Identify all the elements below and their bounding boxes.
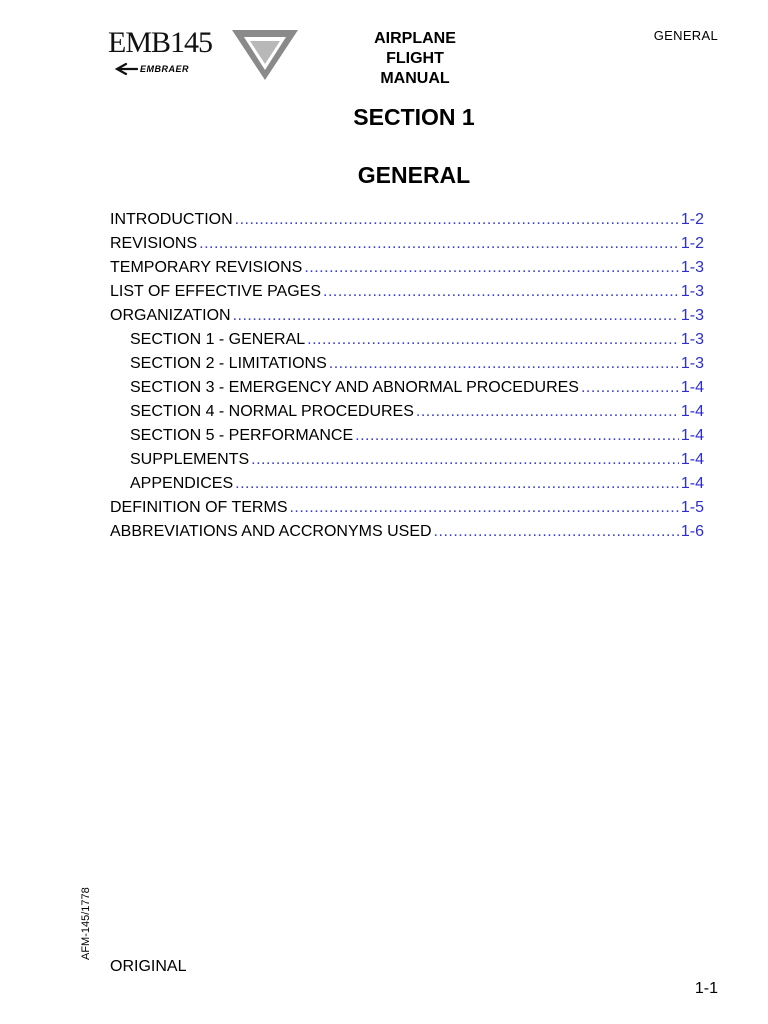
triangle-emblem-icon [230,28,300,82]
toc-dot-leader [434,520,679,544]
document-title-line: MANUAL [380,70,450,87]
toc-dot-leader [251,448,679,472]
toc-dot-leader [307,328,679,352]
toc-page-link[interactable]: 1-3 [680,331,704,348]
toc-entry[interactable] [110,280,704,304]
toc-entry-label: REVISIONS [110,235,198,252]
toc-page-link[interactable]: 1-2 [680,235,704,252]
document-title [340,29,490,89]
toc-page-link[interactable]: 1-4 [680,475,704,492]
toc-entry[interactable] [110,400,704,424]
toc-entry-label: SECTION 2 - LIMITATIONS [130,355,327,372]
toc-dot-leader [355,424,679,448]
section-number: SECTION 1 [353,104,475,130]
toc-page-link[interactable]: 1-4 [680,403,704,420]
toc-entry[interactable] [110,520,704,544]
toc-entry-label: SECTION 3 - EMERGENCY AND ABNORMAL PROCEDURES [130,379,579,396]
airplane-icon [114,62,138,76]
toc-page-link[interactable]: 1-3 [680,307,704,324]
toc-dot-leader [329,352,679,376]
toc-dot-leader [235,472,679,496]
logo-text: EMB145 [108,26,213,59]
toc-dot-leader [581,376,679,400]
toc-dot-leader [199,232,679,256]
toc-page-link[interactable]: 1-4 [680,427,704,444]
toc-entry-label: TEMPORARY REVISIONS [110,259,303,276]
emb145-logo [108,28,218,78]
toc-page-link[interactable]: 1-5 [680,499,704,516]
toc-dot-leader [233,304,679,328]
toc-page-link[interactable]: 1-3 [680,283,704,300]
toc-page-link[interactable]: 1-4 [680,379,704,396]
toc-page-link[interactable]: 1-3 [680,259,704,276]
toc-dot-leader [416,400,679,424]
toc-entry-label: INTRODUCTION [110,211,233,228]
toc-entry[interactable] [110,496,704,520]
toc-dot-leader [289,496,678,520]
toc-entry[interactable] [110,256,704,280]
toc-entry[interactable] [110,328,704,352]
toc-entry-label: APPENDICES [130,475,234,492]
toc-entry-label: SECTION 4 - NORMAL PROCEDURES [130,403,414,420]
toc-page-link[interactable]: 1-2 [680,211,704,228]
toc-entry-label: SUPPLEMENTS [130,451,250,468]
toc-dot-leader [304,256,679,280]
toc-entry-label: DEFINITION OF TERMS [110,499,288,516]
toc-entry[interactable] [110,376,704,400]
toc-entry-label: SECTION 5 - PERFORMANCE [130,427,354,444]
toc-entry[interactable] [110,232,704,256]
toc-page-link[interactable]: 1-3 [680,355,704,372]
toc-entry[interactable] [110,472,704,496]
document-code: AFM-145/1778 [80,887,92,960]
toc-entry-label: SECTION 1 - GENERAL [130,331,306,348]
table-of-contents [110,208,704,544]
running-head: GENERAL [653,28,718,43]
toc-entry[interactable] [110,304,704,328]
toc-entry-label: ORGANIZATION [110,307,231,324]
toc-entry-label: ABBREVIATIONS AND ACCRONYMS USED [110,523,432,540]
page-number: 1-1 [694,980,718,997]
toc-entry[interactable] [110,424,704,448]
document-title-line: AIRPLANE [374,30,456,47]
toc-page-link[interactable]: 1-6 [680,523,704,540]
toc-entry[interactable] [110,352,704,376]
toc-entry[interactable] [110,448,704,472]
toc-dot-leader [235,208,679,232]
toc-page-link[interactable]: 1-4 [680,451,704,468]
revision-status: ORIGINAL [110,958,187,975]
section-name: GENERAL [357,162,471,188]
toc-entry-label: LIST OF EFFECTIVE PAGES [110,283,322,300]
document-title-line: FLIGHT [386,50,444,67]
logo-subtext: EMBRAER [140,64,190,74]
toc-dot-leader [323,280,679,304]
toc-entry[interactable] [110,208,704,232]
